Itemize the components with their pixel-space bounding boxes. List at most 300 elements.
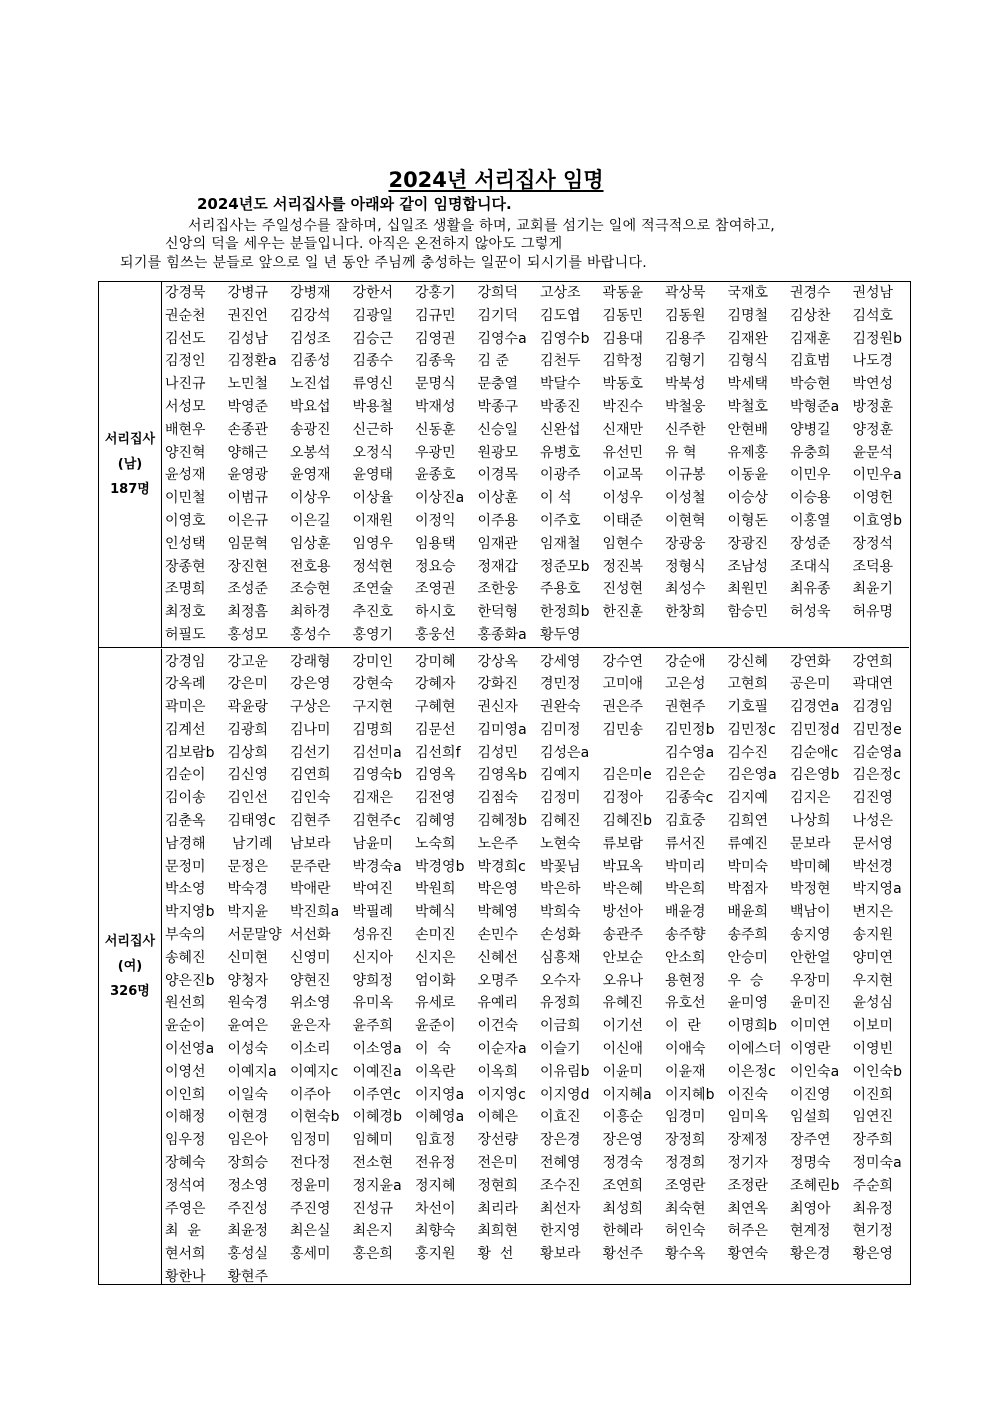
member-name: 기호필 xyxy=(727,699,769,716)
member-name: 이상진a xyxy=(415,490,465,507)
member-name: 김민정e xyxy=(852,721,902,738)
member-name: 문정은 xyxy=(227,858,269,875)
member-name: 성유진 xyxy=(352,927,394,944)
member-name: 문명식 xyxy=(415,376,456,393)
member-name: 유충희 xyxy=(790,444,831,461)
member-name: 권은주 xyxy=(602,699,644,716)
member-name: 이진숙 xyxy=(727,1086,769,1103)
member-name: 노은주 xyxy=(477,835,519,852)
member-name: 김은영b xyxy=(790,767,840,784)
member-name: 김민정b xyxy=(665,721,715,738)
female-section xyxy=(99,649,909,1284)
member-name: 김인숙 xyxy=(290,790,331,807)
member-name: 이동윤 xyxy=(727,467,769,484)
member-name: 김영수b xyxy=(540,330,590,347)
member-name: 유세로 xyxy=(415,995,456,1012)
member-name: 유정희 xyxy=(540,995,581,1012)
member-name: 이금희 xyxy=(540,1018,581,1035)
member-name: 정윤미 xyxy=(290,1177,331,1194)
member-name: 최향숙 xyxy=(415,1223,456,1240)
member-name: 홍성실 xyxy=(227,1246,269,1263)
member-name: 정재갑 xyxy=(477,558,519,575)
member-name: 박영준 xyxy=(227,398,269,415)
member-name: 박경희c xyxy=(477,858,526,875)
member-name: 정진복 xyxy=(602,558,644,575)
member-name: 김종숙c xyxy=(665,790,714,807)
member-name: 조남성 xyxy=(727,558,769,575)
member-name: 박형준a xyxy=(790,398,840,415)
member-name: 김상찬 xyxy=(790,307,831,324)
member-name: 한덕형 xyxy=(477,604,519,621)
male-section-label xyxy=(99,282,162,647)
member-name: 이영선 xyxy=(165,1063,206,1080)
member-name: 김기덕 xyxy=(477,307,519,324)
member-name: 이미연 xyxy=(790,1018,831,1035)
member-name: 진성규 xyxy=(352,1200,394,1217)
member-name: 이유림b xyxy=(540,1063,590,1080)
member-name: 이영란 xyxy=(790,1041,831,1058)
member-name: 장주연 xyxy=(790,1132,831,1149)
member-name: 김도엽 xyxy=(540,307,581,324)
member-name: 최선자 xyxy=(540,1200,581,1217)
document-subtitle: 2024년도 서리집사를 아래와 같이 임명합니다. xyxy=(197,195,512,213)
member-name: 신혜선 xyxy=(477,949,519,966)
member-name: 양미연 xyxy=(852,949,894,966)
member-name: 김순이 xyxy=(165,767,206,784)
member-name: 이은길 xyxy=(290,512,331,529)
member-name: 김인선 xyxy=(227,790,269,807)
member-name: 황은영 xyxy=(852,1246,894,1263)
member-name: 공은미 xyxy=(790,676,831,693)
member-name: 권경수 xyxy=(790,285,831,301)
member-name: 김규민 xyxy=(415,307,456,324)
member-name: 홍영기 xyxy=(352,626,394,643)
member-name: 김지은 xyxy=(790,790,831,807)
member-name: 이인희 xyxy=(165,1086,206,1103)
member-name: 김민정c xyxy=(727,721,776,738)
member-name: 이은규 xyxy=(227,512,269,529)
member-name: 김성은a xyxy=(540,744,590,761)
member-name: 최영아 xyxy=(790,1200,831,1217)
member-name: 최유종 xyxy=(790,581,831,598)
member-name: 송혜진 xyxy=(165,949,206,966)
member-name: 김점숙 xyxy=(477,790,519,807)
member-name: 윤성재 xyxy=(165,467,206,484)
member-name: 김정미 xyxy=(540,790,581,807)
member-name: 김영옥b xyxy=(477,767,527,784)
member-name: 박철호 xyxy=(727,398,769,415)
member-name: 김 준 xyxy=(477,353,509,370)
member-name: 허필도 xyxy=(165,626,206,643)
member-name: 정현희 xyxy=(477,1177,519,1194)
member-name: 이정익 xyxy=(415,512,456,529)
member-name: 장성준 xyxy=(790,535,831,552)
member-name: 유병호 xyxy=(540,444,581,461)
member-name: 윤영광 xyxy=(227,467,269,484)
member-name: 박애란 xyxy=(290,881,331,898)
member-name: 현서희 xyxy=(165,1246,206,1263)
member-name: 정명숙 xyxy=(790,1155,831,1172)
member-name: 황현주 xyxy=(227,1269,269,1284)
appointee-table xyxy=(98,281,911,1285)
member-name: 장광웅 xyxy=(665,535,706,552)
member-name: 장정석 xyxy=(852,535,894,552)
member-name: 한정희b xyxy=(540,604,590,621)
member-name: 김은미e xyxy=(602,767,652,784)
member-name: 김성남 xyxy=(227,330,269,347)
member-name: 노숙희 xyxy=(415,835,456,852)
member-name: 이영빈 xyxy=(852,1041,894,1058)
member-name: 박미숙 xyxy=(727,858,769,875)
member-name: 김전영 xyxy=(415,790,456,807)
member-name: 김경임 xyxy=(852,699,894,716)
member-name: 배현우 xyxy=(165,421,206,438)
member-name: 오유나 xyxy=(602,972,644,989)
member-name: 임현수 xyxy=(602,535,644,552)
member-name: 박선경 xyxy=(852,858,894,875)
member-name: 송광진 xyxy=(290,421,331,438)
member-name: 강래형 xyxy=(290,653,331,670)
member-name: 김승근 xyxy=(352,330,394,347)
member-name: 이진희 xyxy=(852,1086,894,1103)
member-name: 이진영 xyxy=(790,1086,831,1103)
member-name: 신동훈 xyxy=(415,421,456,438)
member-name: 이상훈 xyxy=(477,490,519,507)
member-name: 송주희 xyxy=(727,927,769,944)
member-name: 박종구 xyxy=(477,398,519,415)
member-name: 김지예 xyxy=(727,790,769,807)
member-name: 김동원 xyxy=(665,307,706,324)
member-name: 박경영b xyxy=(415,858,465,875)
member-name: 임혜미 xyxy=(352,1132,394,1149)
member-name: 임용택 xyxy=(415,535,456,552)
member-name: 박여진 xyxy=(352,881,394,898)
member-name: 오명주 xyxy=(477,972,519,989)
member-name: 우 승 xyxy=(727,972,764,989)
member-name: 원숙경 xyxy=(227,995,269,1012)
member-name: 국재호 xyxy=(727,285,769,301)
member-name: 강연화 xyxy=(790,653,831,670)
member-name: 조승현 xyxy=(290,581,331,598)
section-label-gender: (여) xyxy=(117,958,143,974)
member-name: 김선도 xyxy=(165,330,206,347)
member-name: 최성수 xyxy=(665,581,706,598)
member-name: 김종성 xyxy=(290,353,331,370)
member-name: 이예진a xyxy=(352,1063,402,1080)
member-name: 김재훈 xyxy=(790,330,831,347)
member-name: 조영권 xyxy=(415,581,456,598)
member-name: 장은경 xyxy=(540,1132,581,1149)
member-name: 김형식 xyxy=(727,353,769,370)
member-name: 장광진 xyxy=(727,535,769,552)
member-name: 이소리 xyxy=(290,1041,331,1058)
member-name: 윤순이 xyxy=(165,1018,206,1035)
member-name: 노현숙 xyxy=(540,835,581,852)
member-name: 김순영a xyxy=(852,744,902,761)
member-name: 문주란 xyxy=(290,858,331,875)
member-name: 손성화 xyxy=(540,927,581,944)
member-name: 이에스더 xyxy=(727,1041,782,1058)
member-name: 황 선 xyxy=(477,1246,514,1263)
member-name: 김성민 xyxy=(477,744,519,761)
member-name: 곽대연 xyxy=(852,676,894,693)
member-name: 윤여은 xyxy=(227,1018,269,1035)
member-name: 송지영 xyxy=(790,927,831,944)
member-name: 최은지 xyxy=(352,1223,394,1240)
member-name: 신근하 xyxy=(352,421,394,438)
member-name: 심흥채 xyxy=(540,949,581,966)
member-name: 윤미영 xyxy=(727,995,769,1012)
member-name: 박미리 xyxy=(665,858,706,875)
member-name: 양은진b xyxy=(165,972,215,989)
member-name: 박정현 xyxy=(790,881,831,898)
member-name: 우광민 xyxy=(415,444,456,461)
member-name: 정경희 xyxy=(665,1155,706,1172)
member-name: 강신혜 xyxy=(727,653,769,670)
member-name: 곽상묵 xyxy=(665,285,706,301)
member-name: 안보순 xyxy=(602,949,644,966)
member-name: 송주향 xyxy=(665,927,706,944)
member-name: 조정란 xyxy=(727,1177,769,1194)
member-name: 한혜라 xyxy=(602,1223,644,1240)
member-name: 김영옥 xyxy=(415,767,456,784)
member-name: 강혜자 xyxy=(415,676,456,693)
member-name: 김영수a xyxy=(477,330,527,347)
member-name: 안소희 xyxy=(665,949,706,966)
member-name: 이성우 xyxy=(602,490,644,507)
member-name: 이지영d xyxy=(540,1086,590,1103)
member-name: 추진호 xyxy=(352,604,394,621)
member-name: 김종수 xyxy=(352,353,394,370)
member-name: 신지아 xyxy=(352,949,394,966)
member-name: 남보라 xyxy=(290,835,331,852)
member-name: 김형기 xyxy=(665,353,706,370)
member-name: 신지은 xyxy=(415,949,456,966)
member-name: 이지영a xyxy=(415,1086,465,1103)
member-name: 임미옥 xyxy=(727,1109,769,1126)
member-name: 송관주 xyxy=(602,927,644,944)
member-name: 김보람b xyxy=(165,744,215,761)
member-name: 박진수 xyxy=(602,398,644,415)
member-name: 이교목 xyxy=(602,467,644,484)
member-name: 이성숙 xyxy=(227,1041,269,1058)
member-name: 이영헌 xyxy=(852,490,894,507)
member-name: 허인숙 xyxy=(665,1223,706,1240)
member-name: 강경묵 xyxy=(165,285,206,301)
member-name: 엄이화 xyxy=(415,972,456,989)
member-name: 주영은 xyxy=(165,1200,206,1217)
member-name: 박지영b xyxy=(165,904,215,921)
member-name: 인성택 xyxy=(165,535,206,552)
member-name: 유예리 xyxy=(477,995,519,1012)
member-name: 황연숙 xyxy=(727,1246,769,1263)
member-name: 박희숙 xyxy=(540,904,581,921)
member-name: 서성모 xyxy=(165,398,206,415)
member-name: 박혜영 xyxy=(477,904,519,921)
member-name: 강연희 xyxy=(852,653,894,670)
member-name: 이범규 xyxy=(227,490,269,507)
member-name: 김정환a xyxy=(227,353,277,370)
member-name: 주용호 xyxy=(540,581,581,598)
member-name: 이민우 xyxy=(790,467,831,484)
member-name: 임상훈 xyxy=(290,535,331,552)
member-name: 황수옥 xyxy=(665,1246,706,1263)
member-name: 조영란 xyxy=(665,1177,706,1194)
member-name: 김용대 xyxy=(602,330,644,347)
member-name: 이혜경b xyxy=(352,1109,402,1126)
member-name: 노진섭 xyxy=(290,376,331,393)
member-name: 이흥순 xyxy=(602,1109,644,1126)
member-name: 장정희 xyxy=(665,1132,706,1149)
member-name: 유미옥 xyxy=(352,995,394,1012)
member-name: 손미진 xyxy=(415,927,456,944)
member-name: 김혜진 xyxy=(540,813,581,830)
member-name: 이지혜b xyxy=(665,1086,715,1103)
member-name: 유호선 xyxy=(665,995,706,1012)
document-title: 2024년 서리집사 임명 xyxy=(388,168,604,192)
member-name: 박미혜 xyxy=(790,858,831,875)
member-name: 장희승 xyxy=(227,1155,269,1172)
member-name: 박숙경 xyxy=(227,881,269,898)
member-name: 이윤재 xyxy=(665,1063,706,1080)
member-name: 이애숙 xyxy=(665,1041,706,1058)
member-name: 황두영 xyxy=(540,626,581,643)
member-name: 이신애 xyxy=(602,1041,644,1058)
member-name: 양진혁 xyxy=(165,444,206,461)
member-name: 박동호 xyxy=(602,376,644,393)
member-name: 박필례 xyxy=(352,904,394,921)
member-name: 이재원 xyxy=(352,512,394,529)
member-name: 함승민 xyxy=(727,604,769,621)
member-name: 김명철 xyxy=(727,307,769,324)
member-name: 전다정 xyxy=(290,1155,331,1172)
member-name: 정석현 xyxy=(352,558,394,575)
member-name: 한진훈 xyxy=(602,604,644,621)
member-name: 정소영 xyxy=(227,1177,269,1194)
member-name: 박재성 xyxy=(415,398,456,415)
member-name: 박지영a xyxy=(852,881,902,898)
member-name: 이형돈 xyxy=(727,512,769,529)
member-name: 조명희 xyxy=(165,581,206,598)
member-name: 임재관 xyxy=(477,535,519,552)
member-name: 이현혁 xyxy=(665,512,706,529)
member-name: 이혜영a xyxy=(415,1109,465,1126)
member-name: 강미인 xyxy=(352,653,394,670)
member-name: 최정흠 xyxy=(227,604,269,621)
member-name: 안한얼 xyxy=(790,949,831,966)
member-name: 이 숙 xyxy=(415,1041,451,1058)
member-name: 문충열 xyxy=(477,376,519,393)
member-name: 장은영 xyxy=(602,1132,644,1149)
member-name: 최원민 xyxy=(727,581,769,598)
member-name: 이영호 xyxy=(165,512,206,529)
member-name: 정요승 xyxy=(415,558,456,575)
member-name: 이 석 xyxy=(540,490,572,507)
member-name: 임우정 xyxy=(165,1132,206,1149)
member-name: 홍웅선 xyxy=(415,626,456,643)
member-name: 송지원 xyxy=(852,927,894,944)
member-name: 최정호 xyxy=(165,604,206,621)
member-name: 이승용 xyxy=(790,490,831,507)
member-name: 임경미 xyxy=(665,1109,706,1126)
member-name: 구지현 xyxy=(352,699,394,716)
member-name: 이홍열 xyxy=(790,512,831,529)
member-name: 최숙현 xyxy=(665,1200,706,1217)
member-name: 김명희 xyxy=(352,721,394,738)
female-names-grid xyxy=(162,649,909,1284)
member-name: 최성희 xyxy=(602,1200,644,1217)
member-name: 강상옥 xyxy=(477,653,519,670)
member-name: 김민정d xyxy=(790,721,840,738)
member-name: 고현희 xyxy=(727,676,769,693)
member-name: 김현주c xyxy=(352,813,401,830)
member-name: 우장미 xyxy=(790,972,831,989)
member-name: 유제홍 xyxy=(727,444,769,461)
member-name: 김은순 xyxy=(665,767,706,784)
member-name: 조한웅 xyxy=(477,581,519,598)
member-name: 장진현 xyxy=(227,558,269,575)
member-name: 이인숙a xyxy=(790,1063,840,1080)
member-name: 강세영 xyxy=(540,653,581,670)
intro-line-3: 되기를 힘쓰는 분들로 앞으로 일 년 동안 주님께 충성하는 일꾼이 되시기를 바랍니다. xyxy=(120,255,648,271)
member-name: 황은경 xyxy=(790,1246,831,1263)
member-name: 신승일 xyxy=(477,421,519,438)
member-name: 현계정 xyxy=(790,1223,831,1240)
member-name: 정준모b xyxy=(540,558,590,575)
member-name: 권진언 xyxy=(227,307,269,324)
member-name: 김은영a xyxy=(727,767,777,784)
member-name: 홍성모 xyxy=(227,626,269,643)
member-name: 이현경 xyxy=(227,1109,269,1126)
member-name: 김석호 xyxy=(852,307,894,324)
member-name: 황한나 xyxy=(165,1269,206,1284)
member-name: 곽윤랑 xyxy=(227,699,269,716)
member-name: 김신영 xyxy=(227,767,269,784)
member-name: 임영우 xyxy=(352,535,394,552)
member-name: 배윤경 xyxy=(665,904,706,921)
member-name: 안승미 xyxy=(727,949,769,966)
member-name: 나진규 xyxy=(165,376,206,393)
member-name: 홍은희 xyxy=(352,1246,394,1263)
member-name: 손종관 xyxy=(227,421,269,438)
member-name: 박세택 xyxy=(727,376,769,393)
member-name: 변지은 xyxy=(852,904,894,921)
member-name: 김선희f xyxy=(415,744,461,761)
member-name: 남경해 xyxy=(165,835,206,852)
member-name: 최하경 xyxy=(290,604,331,621)
member-name: 김예지 xyxy=(540,767,581,784)
male-section xyxy=(99,282,909,648)
member-name: 정미숙a xyxy=(852,1155,902,1172)
member-name: 김학정 xyxy=(602,353,644,370)
member-name: 김선미a xyxy=(352,744,402,761)
member-name: 홍지원 xyxy=(415,1246,456,1263)
member-name: 곽동윤 xyxy=(602,285,644,301)
member-name: 이옥란 xyxy=(415,1063,456,1080)
member-name: 홍종화a xyxy=(477,626,527,643)
member-name: 권완숙 xyxy=(540,699,581,716)
member-name: 홍세미 xyxy=(290,1246,331,1263)
member-name: 강희덕 xyxy=(477,285,519,301)
member-name: 임문혁 xyxy=(227,535,269,552)
member-name: 이기선 xyxy=(602,1018,644,1035)
member-name: 고은성 xyxy=(665,676,706,693)
member-name: 김춘옥 xyxy=(165,813,206,830)
member-name: 김용주 xyxy=(665,330,706,347)
member-name: 이선영a xyxy=(165,1041,215,1058)
member-name: 류예진 xyxy=(727,835,769,852)
member-name: 이상우 xyxy=(290,490,331,507)
